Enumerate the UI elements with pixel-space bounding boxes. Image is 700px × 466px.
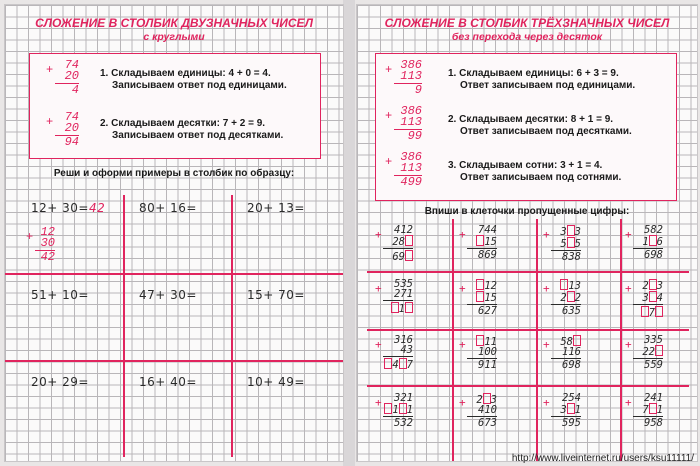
left-page [4,4,344,462]
solved-column: + 12 30 42 [26,225,55,264]
exercise-4: 51+ 10= [31,288,89,302]
book-gutter [343,0,355,466]
step-hundreds: 3. Складываем сотни: 3 + 1 = 4. Ответ записываем под сотнями. [448,160,622,183]
example-column-2: + 74 20 94 [46,110,79,149]
puzzle-7: + 13 2 2 635 [543,280,581,317]
exercise-2: 80+ 16= [139,201,197,215]
puzzle-13: + 321 1 1 532 [375,392,413,429]
grid-vertical-2 [536,219,538,461]
example-column-3a: + 386 113 9 [385,58,422,97]
puzzle-2: + 744 15 869 [459,224,497,261]
exercise-7: 20+ 29= [31,375,89,389]
step-tens: 2. Складываем десятки: 8 + 1 = 9. Ответ записываем под десятками. [448,114,632,137]
exercise-1: 12+ 30=42 [31,201,106,215]
example-column-1: + 74 20 4 [46,58,79,97]
puzzle-9: + 316 43 4 7 [375,334,413,371]
left-example-box [29,53,321,159]
right-subtitle: без перехода через десяток [451,31,603,43]
grid-horizontal-2 [367,329,689,331]
step-units: 1. Складываем единицы: 6 + 3 = 9. Ответ записываем под единицами. [448,68,636,91]
divider-vertical-2 [231,195,233,457]
exercise-3: 20+ 13= [247,201,305,215]
puzzle-11: + 58 116 698 [543,336,581,371]
right-instruction: Впиши в клеточки пропущенные цифры: [424,206,630,217]
puzzle-16: + 241 7 1 958 [625,392,663,429]
exercise-8: 16+ 40= [139,375,197,389]
exercise-6: 15+ 70= [247,288,305,302]
puzzle-1: + 412 28 69 [375,224,413,263]
step-2: 2. Складываем десятки: 7 + 2 = 9. Записываем ответ под десятками. [100,118,284,141]
left-instruction: Реши и оформи примеры в столбик по образцу: [53,168,295,179]
step-1: 1. Складываем единицы: 4 + 0 = 4. Записываем ответ под единицами. [100,68,287,91]
grid-horizontal-1 [367,271,689,273]
divider-horizontal-1 [5,273,343,275]
exercise-5: 47+ 30= [139,288,197,302]
exercise-9: 10+ 49= [247,375,305,389]
puzzle-12: + 335 22 559 [625,334,663,371]
right-page [356,4,698,462]
puzzle-4: + 582 1 6 698 [625,224,663,261]
left-subtitle: с круглыми [143,31,205,43]
grid-horizontal-3 [367,385,689,387]
grid-vertical-1 [452,219,454,461]
right-example-box [375,53,677,201]
example-column-3b: + 386 113 99 [385,104,422,143]
puzzle-14: + 2 3 410 673 [459,394,497,429]
puzzle-8: + 2 3 3 4 7 [625,280,663,319]
grid-vertical-3 [620,219,622,461]
puzzle-5: + 535 271 1 [375,278,413,315]
source-url: http://www.liveinternet.ru/users/ksu11111/ [511,453,694,464]
left-title: СЛОЖЕНИЕ В СТОЛБИК ДВУЗНАЧНЫХ ЧИСЕЛ [35,16,313,30]
puzzle-10: + 11 100 911 [459,336,497,371]
divider-vertical-1 [123,195,125,457]
puzzle-3: + 3 3 5 5 838 [543,226,581,263]
puzzle-15: + 254 3 1 595 [543,392,581,429]
right-title: СЛОЖЕНИЕ В СТОЛБИК ТРЁХЗНАЧНЫХ ЧИСЕЛ [384,16,670,30]
example-column-3c: + 386 113 499 [385,150,422,189]
puzzle-6: + 12 15 627 [459,280,497,317]
divider-horizontal-2 [5,360,343,362]
